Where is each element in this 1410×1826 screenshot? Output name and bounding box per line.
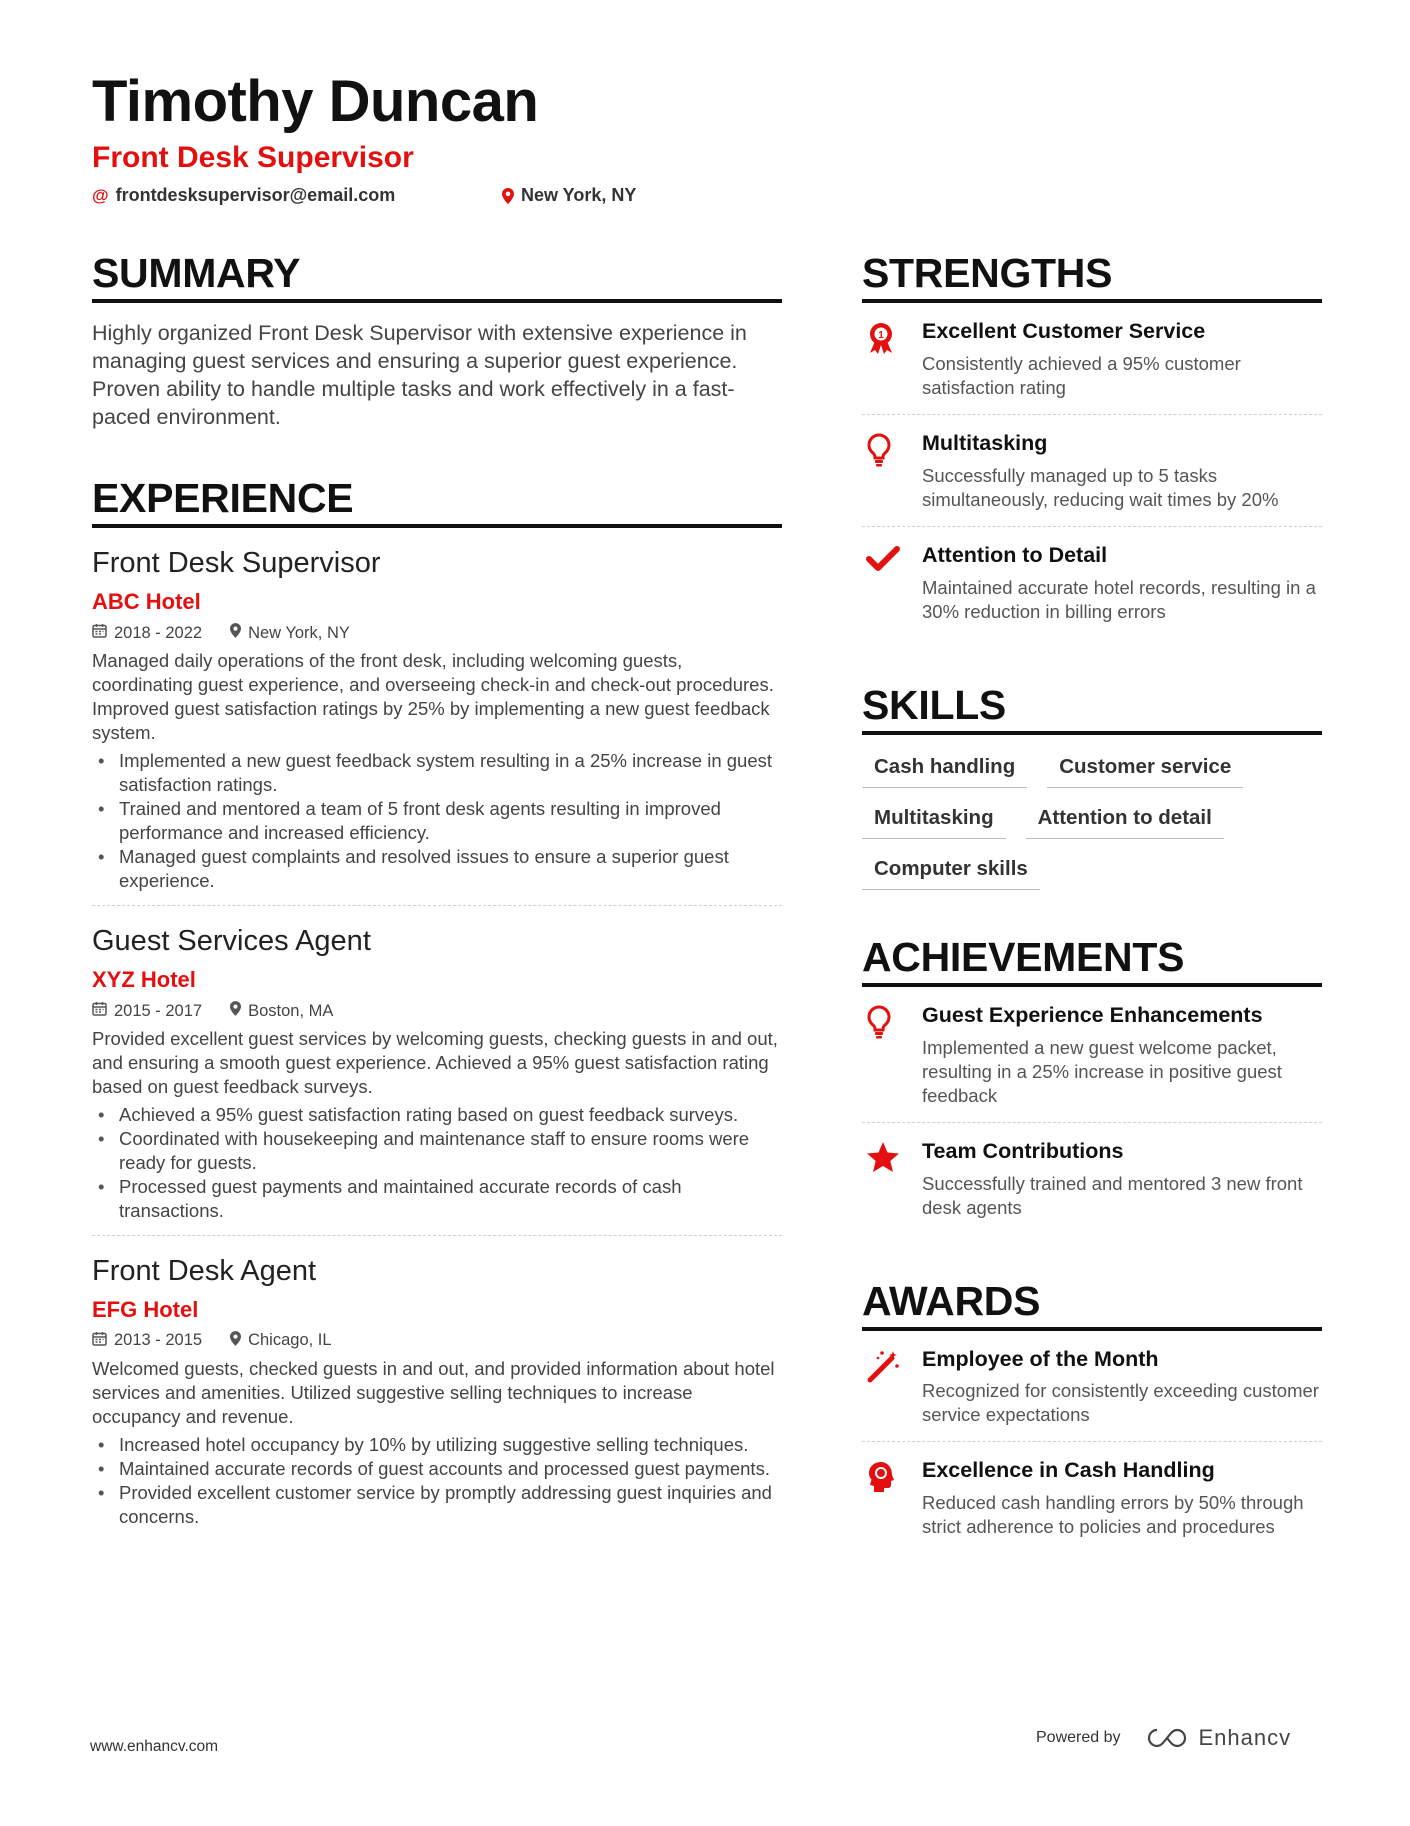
star-icon — [862, 1139, 922, 1220]
at-sign-icon: @ — [92, 185, 109, 205]
magic-wand-icon — [862, 1347, 922, 1428]
location-pin-icon — [230, 1331, 241, 1351]
strength-title: Excellent Customer Service — [922, 319, 1206, 344]
skill-tag: Cash handling — [862, 755, 1027, 788]
strength-item — [862, 527, 1322, 638]
calendar-icon — [92, 623, 107, 643]
email-text: frontdesksupervisor@email.com — [115, 185, 396, 206]
experience-entry — [92, 906, 782, 1236]
strength-description: Successfully managed up to 5 tasks simultaneously, reducing wait times by 20% — [922, 465, 1279, 511]
job-dates — [92, 1331, 202, 1351]
award-title: Employee of the Month — [922, 1346, 1159, 1371]
company-name: ABC Hotel — [92, 589, 201, 615]
job-bullets — [92, 749, 782, 893]
checkmark-icon — [862, 543, 922, 624]
experience-bullet: • Coordinated with housekeeping and maintenance staff to ensure rooms were ready for guests. — [92, 1127, 782, 1175]
lightbulb-icon — [862, 1003, 922, 1108]
job-description: Welcomed guests, checked guests in and out, and provided information about hotel services and amenities. Utilized suggestive selling techniques to increase occupancy and revenue. — [92, 1357, 775, 1427]
award-item — [862, 1331, 1322, 1443]
strength-item — [862, 303, 1322, 415]
experience-bullet: • Processed guest payments and maintained accurate records of cash transactions. — [92, 1175, 782, 1223]
experience-bullet: • Achieved a 95% guest satisfaction rating based on guest feedback surveys. — [92, 1103, 782, 1127]
dates-text: 2013 - 2015 — [114, 1331, 203, 1350]
job-dates — [92, 1001, 202, 1021]
achievement-title: Guest Experience Enhancements — [922, 1002, 1263, 1027]
calendar-icon — [92, 1001, 107, 1021]
enhancv-logo-icon — [1145, 1727, 1189, 1749]
strength-title: Multitasking — [922, 431, 1048, 456]
left-column — [92, 252, 782, 1553]
job-meta — [92, 1331, 782, 1351]
candidate-title: Front Desk Supervisor — [92, 140, 414, 174]
lightbulb-icon — [862, 431, 922, 512]
location-text: New York, NY — [248, 623, 350, 642]
job-bullets — [92, 1433, 782, 1529]
job-description: Provided excellent guest services by welcoming guests, checking guests in and out, and ensuring a smooth guest experience. Achieved a 95% guest satisfaction rating based on guest feedback surveys. — [92, 1028, 778, 1098]
awards-list — [862, 1331, 1322, 1554]
contact-row — [92, 185, 1322, 206]
skills-list — [862, 755, 1322, 890]
location-text: Chicago, IL — [248, 1331, 332, 1350]
skill-tag: Computer skills — [862, 857, 1040, 890]
calendar-icon — [92, 1331, 107, 1351]
summary-heading: SUMMARY — [92, 252, 782, 303]
award-description: Recognized for consistently exceeding customer service expectations — [922, 1380, 1319, 1426]
job-dates — [92, 623, 202, 643]
ribbon-award-icon — [862, 319, 922, 400]
strength-item — [862, 415, 1322, 527]
award-item — [862, 1442, 1322, 1553]
achievements-heading: ACHIEVEMENTS — [862, 936, 1322, 987]
strength-description: Consistently achieved a 95% customer satisfaction rating — [922, 353, 1241, 399]
job-location — [230, 1001, 333, 1021]
right-column — [862, 252, 1322, 1553]
company-name: XYZ Hotel — [92, 967, 196, 993]
experience-entry — [92, 1236, 782, 1541]
dates-text: 2015 - 2017 — [114, 1001, 203, 1020]
svg-text:1: 1 — [878, 330, 884, 342]
achievements-list — [862, 987, 1322, 1234]
job-location — [230, 623, 350, 643]
experience-list — [92, 528, 782, 1540]
achievement-title: Team Contributions — [922, 1138, 1124, 1163]
summary-text: Highly organized Front Desk Supervisor with extensive experience in managing guest services and ensuring a superior guest experience. Proven ability to handle multiple tasks and work effectively in a fast-paced environment. — [92, 321, 747, 430]
job-location — [230, 1331, 331, 1351]
content-columns — [92, 252, 1322, 1553]
job-role: Guest Services Agent — [92, 925, 371, 958]
strengths-heading: STRENGTHS — [862, 252, 1322, 303]
dates-text: 2018 - 2022 — [114, 623, 203, 642]
location-pin-icon — [502, 188, 514, 204]
experience-bullet: • Provided excellent customer service by promptly addressing guest inquiries and concerns. — [92, 1481, 782, 1529]
location-text: New York, NY — [521, 185, 637, 206]
job-meta — [92, 623, 782, 643]
enhancv-logo[interactable] — [1145, 1725, 1292, 1751]
skill-tag: Multitasking — [862, 806, 1006, 839]
skill-tag: Attention to detail — [1026, 806, 1224, 839]
contact-location — [502, 185, 636, 206]
experience-heading: EXPERIENCE — [92, 477, 782, 528]
candidate-name: Timothy Duncan — [92, 69, 539, 134]
skills-heading: SKILLS — [862, 684, 1322, 735]
footer-branding — [1036, 1725, 1291, 1751]
location-text: Boston, MA — [248, 1001, 334, 1020]
award-title: Excellence in Cash Handling — [922, 1458, 1215, 1483]
head-brain-icon — [862, 1458, 922, 1539]
brand-name: Enhancv — [1198, 1725, 1292, 1750]
powered-by-label: Powered by — [1036, 1729, 1121, 1746]
job-role: Front Desk Agent — [92, 1255, 317, 1288]
experience-bullet: • Increased hotel occupancy by 10% by utilizing suggestive selling techniques. — [92, 1433, 782, 1457]
experience-bullet: • Implemented a new guest feedback system resulting in a 25% increase in guest satisfaction ratings. — [92, 749, 782, 797]
experience-entry — [92, 528, 782, 906]
achievement-item — [862, 1123, 1322, 1234]
location-pin-icon — [230, 623, 241, 643]
job-description: Managed daily operations of the front desk, including welcoming guests, coordinating guest experience, and overseeing check-in and check-out procedures. Improved guest satisfaction ratings by 25% by implementing a new guest feedback system. — [92, 650, 774, 744]
awards-heading: AWARDS — [862, 1280, 1322, 1331]
award-description: Reduced cash handling errors by 50% through strict adherence to policies and procedures — [922, 1492, 1304, 1538]
strengths-list — [862, 303, 1322, 637]
contact-email[interactable] — [92, 185, 502, 206]
experience-bullet: • Maintained accurate records of guest accounts and processed guest payments. — [92, 1457, 782, 1481]
skill-tag: Customer service — [1047, 755, 1243, 788]
achievement-description: Successfully trained and mentored 3 new front desk agents — [922, 1172, 1303, 1218]
achievement-item — [862, 987, 1322, 1123]
experience-bullet: • Managed guest complaints and resolved issues to ensure a superior guest experience. — [92, 845, 782, 893]
job-role: Front Desk Supervisor — [92, 547, 381, 580]
strength-description: Maintained accurate hotel records, resulting in a 30% reduction in billing errors — [922, 576, 1316, 622]
experience-bullet: • Trained and mentored a team of 5 front desk agents resulting in improved performance and increased efficiency. — [92, 797, 782, 845]
strength-title: Attention to Detail — [922, 543, 1108, 568]
job-bullets — [92, 1103, 782, 1223]
job-meta — [92, 1001, 782, 1021]
company-name: EFG Hotel — [92, 1296, 199, 1322]
footer-website[interactable]: www.enhancv.com — [90, 1738, 219, 1755]
location-pin-icon — [230, 1001, 241, 1021]
resume-page — [92, 69, 1322, 1553]
achievement-description: Implemented a new guest welcome packet, resulting in a 25% increase in positive guest feedback — [922, 1036, 1282, 1106]
